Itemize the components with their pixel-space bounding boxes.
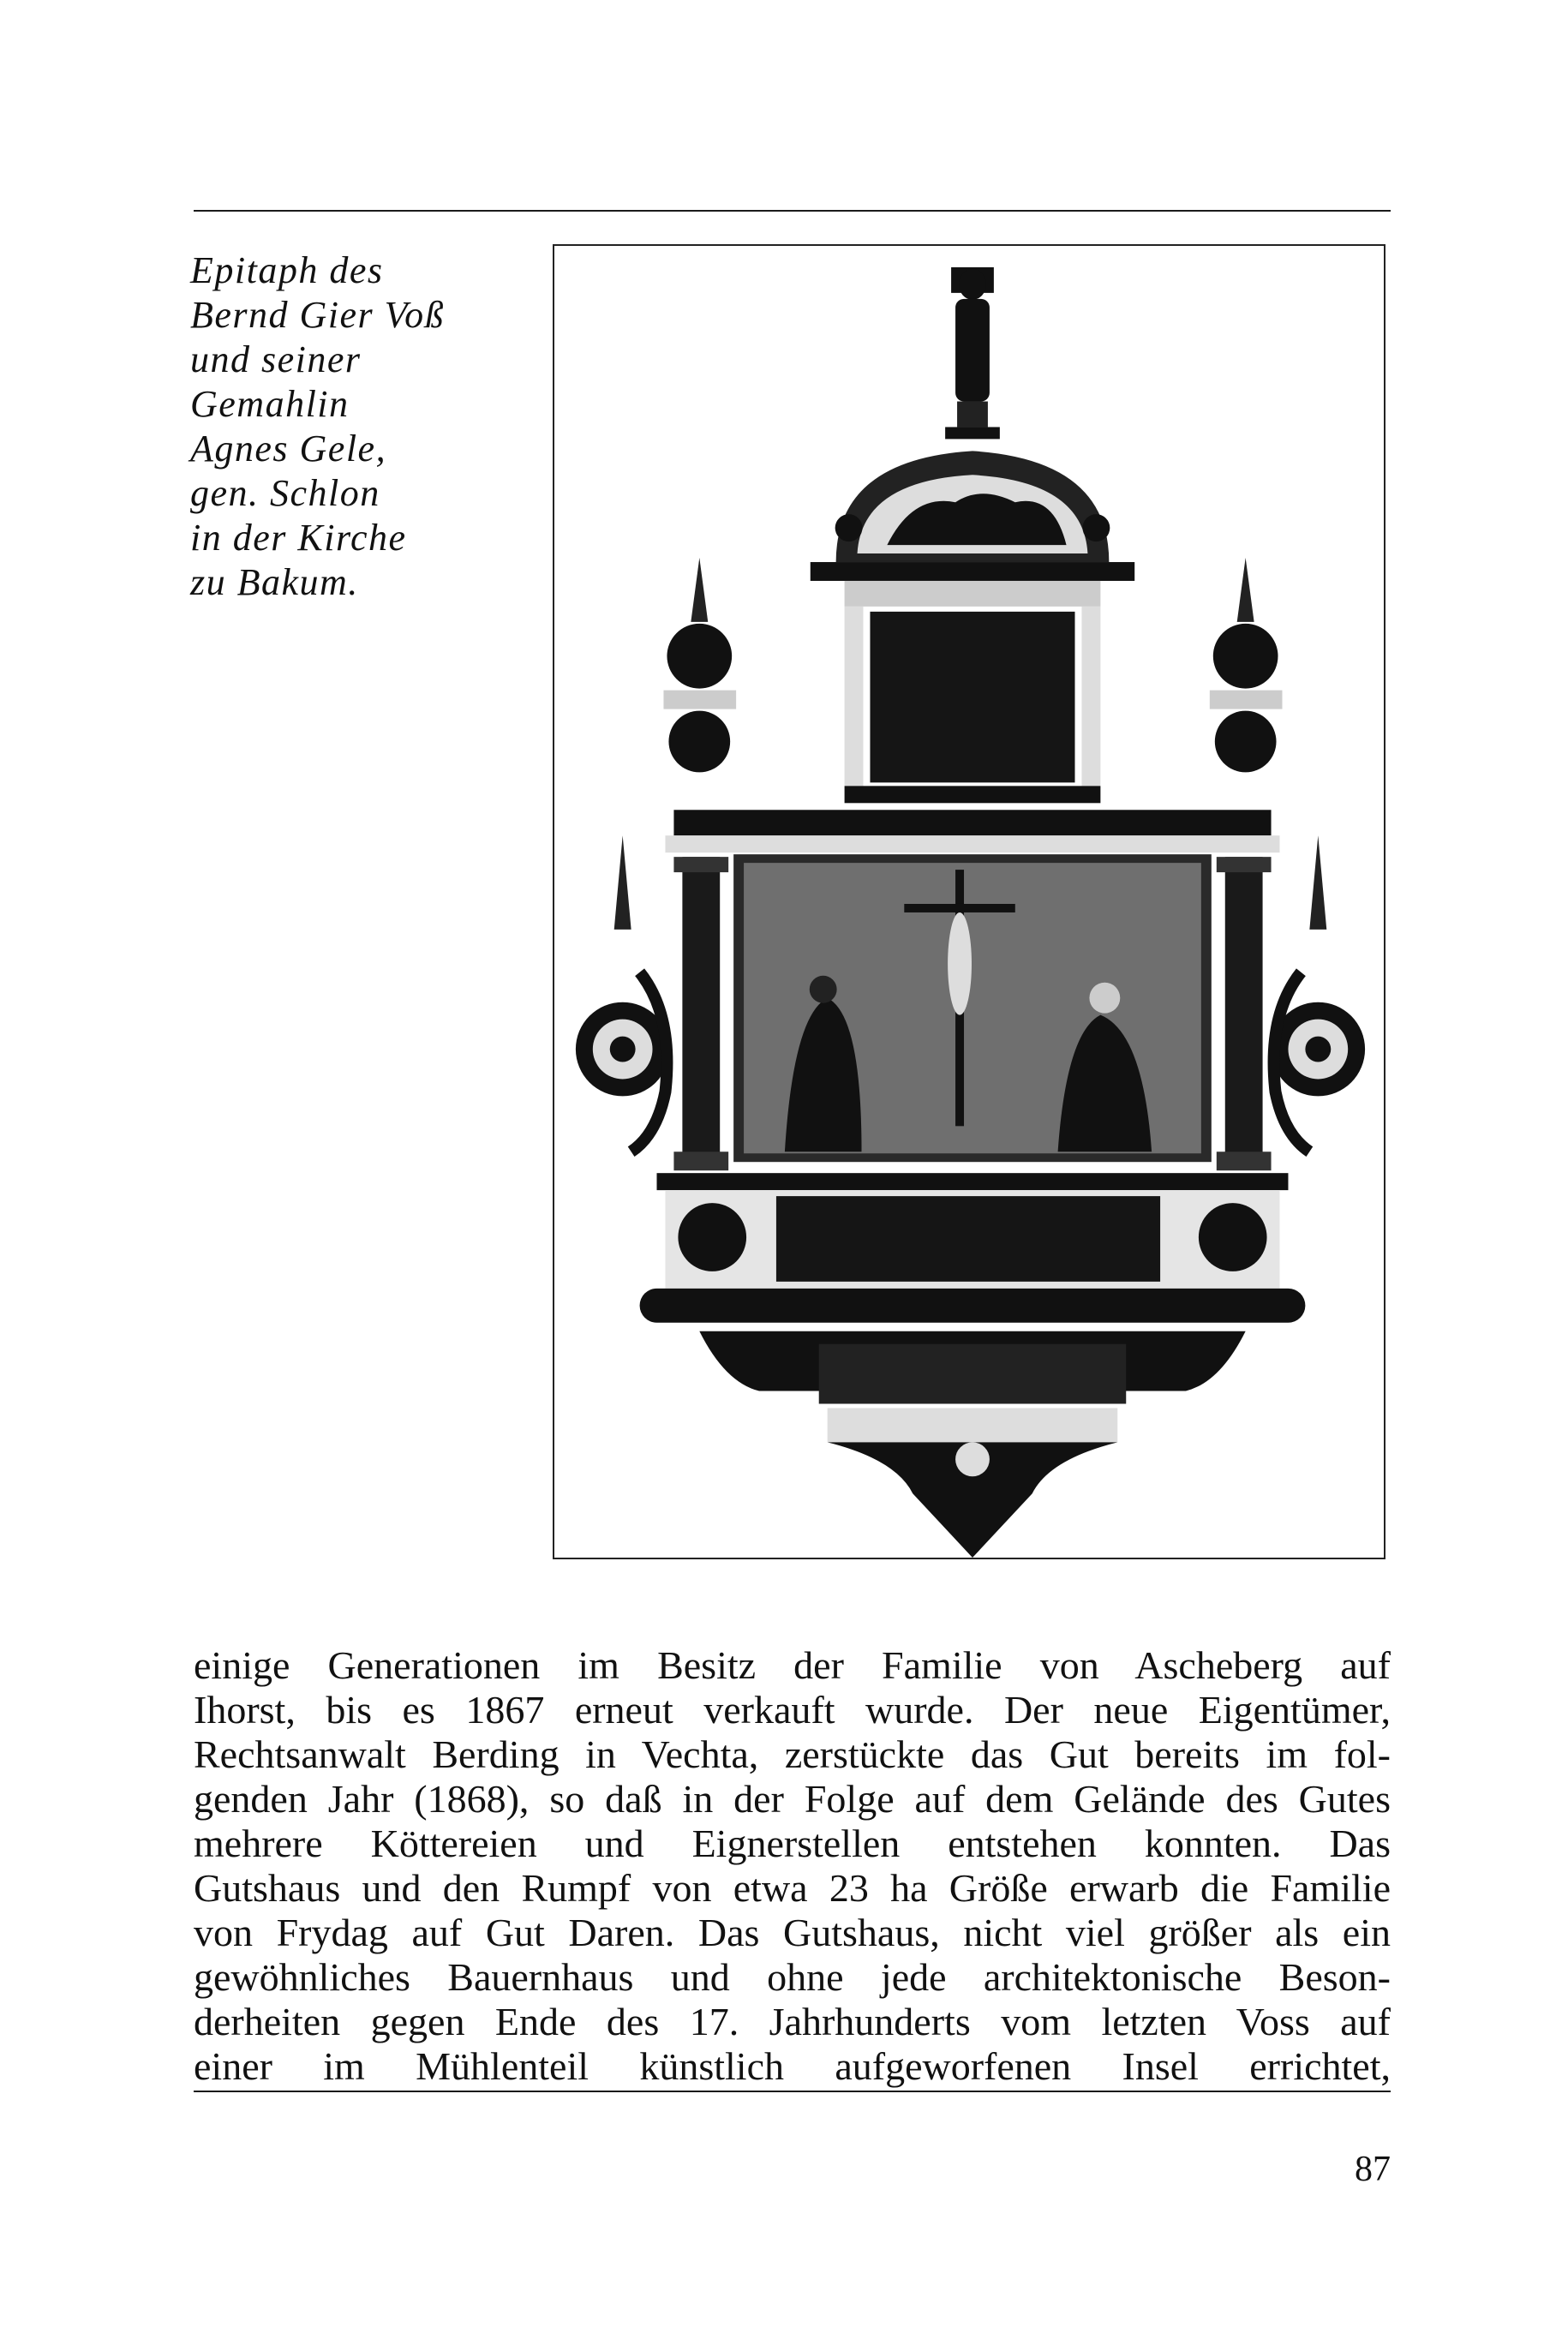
epitaph-photo	[553, 244, 1385, 1559]
crucifixion-painting	[733, 854, 1212, 1162]
crest-arch	[811, 451, 1134, 581]
bottom-cartouche	[699, 1331, 1245, 1558]
caption-line: Agnes Gele,	[190, 428, 387, 470]
main-frieze	[665, 835, 1279, 852]
body-paragraph	[194, 1643, 1391, 2089]
body-line: Rechtsanwalt Berding in Vechta, zerstückte das Gut bereits im fol-	[194, 1732, 1391, 1776]
caption-line: in der Kirche	[190, 517, 407, 559]
epitaph-illustration	[554, 246, 1384, 1558]
caption-line: zu Bakum.	[190, 561, 359, 603]
figure-caption	[190, 248, 516, 605]
caption-line: Epitaph des	[190, 249, 384, 291]
body-line: Gutshaus und den Rumpf von etwa 23 ha Größe erwarb die Familie	[194, 1866, 1391, 1910]
body-line: derheiten gegen Ende des 17. Jahrhunderts vom letzten Voss auf	[194, 2000, 1391, 2043]
lower-inscription	[640, 1173, 1306, 1323]
top-rule	[194, 210, 1391, 212]
caption-line: und seiner	[190, 338, 362, 380]
caption-line: gen. Schlon	[190, 472, 380, 514]
body-line: einer im Mühlenteil künstlich aufgeworfenen Insel errichtet,	[194, 2044, 1391, 2088]
body-line: Ihorst, bis es 1867 erneut verkauft wurde. Der neue Eigentümer,	[194, 1688, 1391, 1732]
page-number: 87	[1355, 2150, 1391, 2189]
body-line: gewöhnliches Bauernhaus und ohne jede architektonische Beson-	[194, 1955, 1391, 1999]
body-line: genden Jahr (1868), so daß in der Folge auf dem Gelände des Gutes	[194, 1777, 1391, 1821]
caption-line: Bernd Gier Voß	[190, 294, 446, 336]
body-line: mehrere Köttereien und Eignerstellen entstehen konnten. Das	[194, 1822, 1391, 1865]
main-cornice	[673, 810, 1271, 835]
upper-panel	[845, 581, 1101, 803]
caption-line: Gemahlin	[190, 383, 350, 425]
statue-figure	[945, 267, 1000, 439]
bottom-rule	[194, 2091, 1391, 2092]
body-line: von Frydag auf Gut Daren. Das Gutshaus, nicht viel größer als ein	[194, 1911, 1391, 1954]
body-line: einige Generationen im Besitz der Familie von Ascheberg auf	[194, 1643, 1391, 1687]
